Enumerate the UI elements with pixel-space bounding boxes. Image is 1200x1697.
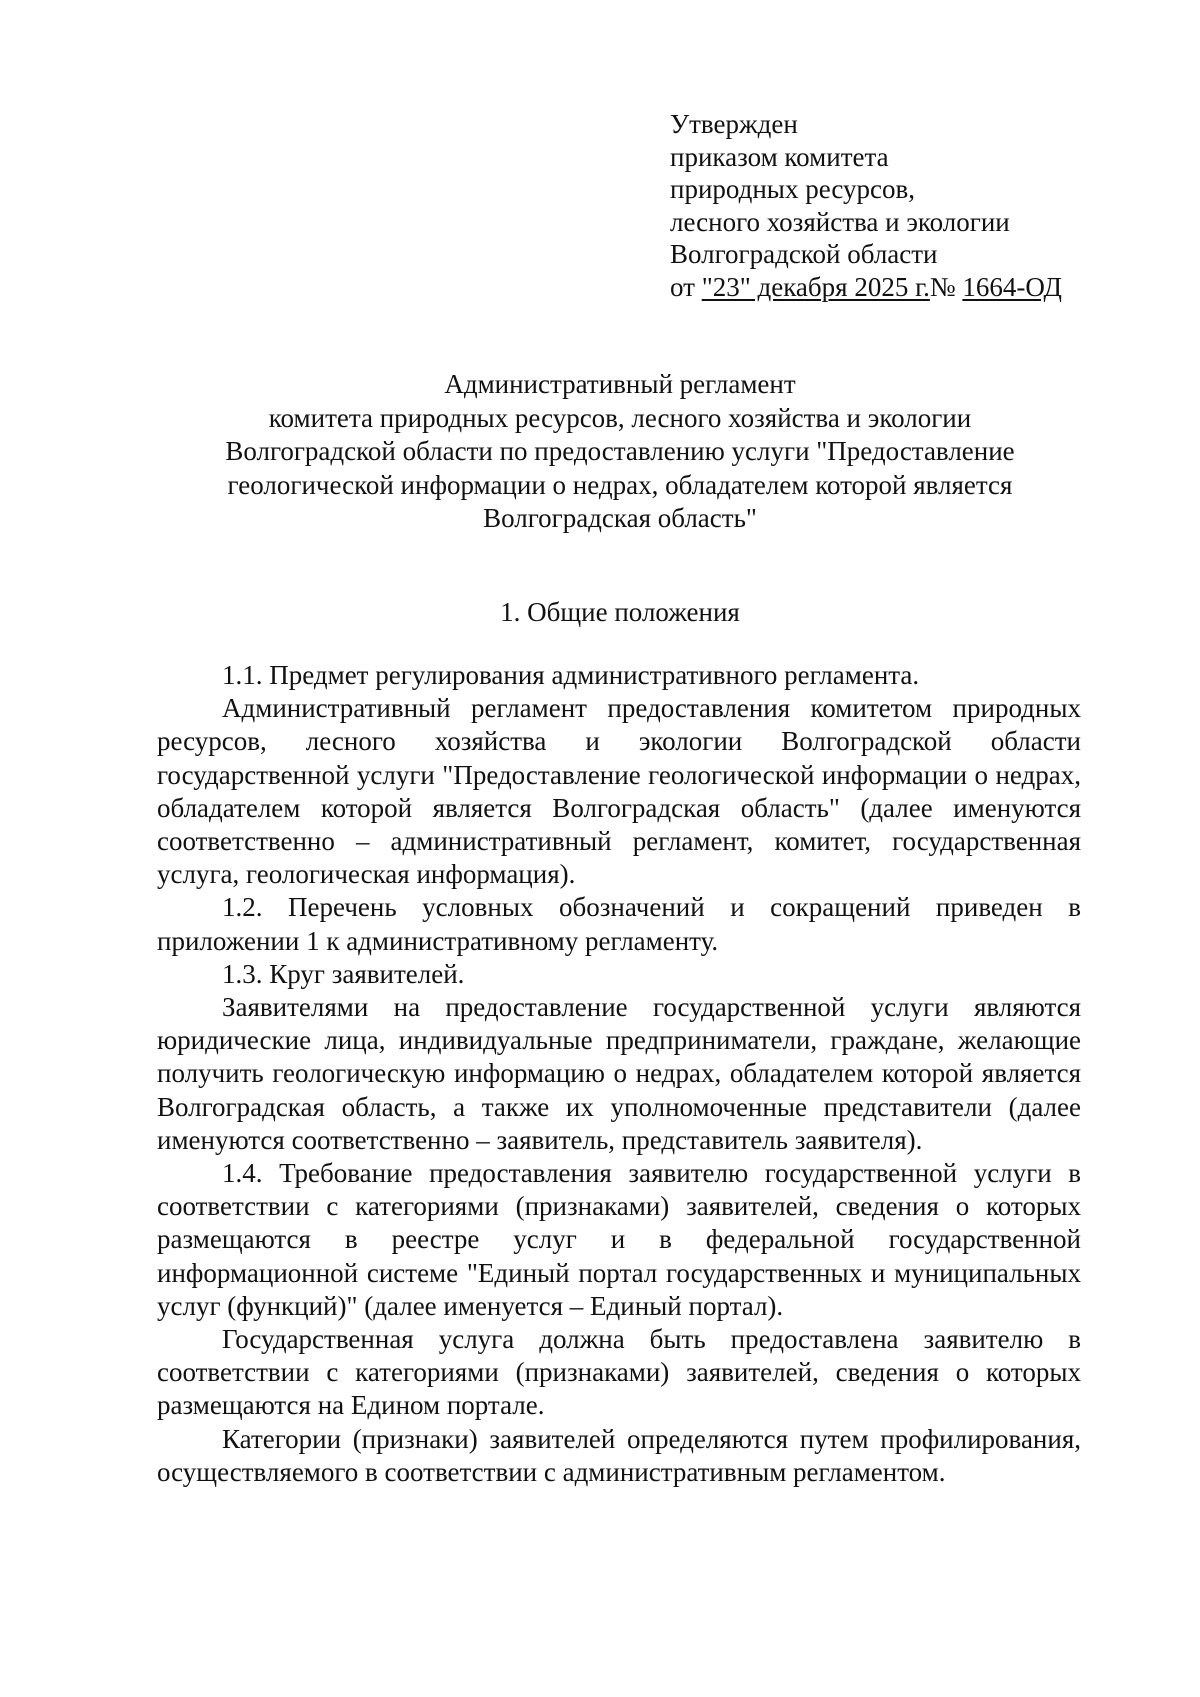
paragraph-1-4-body: Государственная услуга должна быть предоставлена заявителю в соответствии с категориями (признаками) заявителей, сведения о которых размещаются на Едином портале. bbox=[157, 1324, 1081, 1421]
paragraph-1-4-categories: Категории (признаки) заявителей определяются путем профилирования, осуществляемого в соответствии с административным регламентом. bbox=[157, 1423, 1081, 1487]
approval-line: лесного хозяйства и экологии bbox=[670, 206, 1010, 237]
title-line: геологической информации о недрах, обладателем которой является bbox=[227, 469, 1013, 500]
paragraph-1-1: 1.1. Предмет регулирования административного регламента. bbox=[222, 660, 920, 690]
approval-line: приказом комитета bbox=[670, 141, 889, 172]
paragraph-1-4: 1.4. Требование предоставления заявителю государственной услуги в соответствии с категориями (признаками) заявителей, сведения о которых размещаются в реестре услуг и в федеральной государственной информационной системе "Единый портал государственных и муниципальных услуг (функций)" (далее именуется – Единый портал). bbox=[157, 1158, 1081, 1321]
approval-line: Утвержден bbox=[670, 109, 798, 139]
approval-date: "23" декабря 2025 г. bbox=[701, 271, 930, 302]
approval-line: Волгоградской области bbox=[670, 239, 938, 269]
approval-number: 1664-ОД bbox=[962, 271, 1062, 302]
approval-date-line bbox=[670, 271, 1130, 304]
approval-line: природных ресурсов, bbox=[670, 174, 915, 204]
title-line: комитета природных ресурсов, лесного хозяйства и экологии bbox=[268, 402, 972, 433]
body-text bbox=[157, 659, 1081, 1489]
document-title bbox=[130, 368, 1110, 536]
approval-stamp-block bbox=[670, 108, 1130, 303]
title-line: Административный регламент bbox=[444, 369, 796, 399]
paragraph-1-3-body: Заявителями на предоставление государственной услуги являются юридические лица, индивидуальные предприниматели, граждане, желающие получить геологическую информацию о недрах, обладателем которой является Волгоградская область, а также их уполномоченные представители (далее именуются соответственно – заявитель, представитель заявителя). bbox=[157, 992, 1081, 1155]
paragraph-1-1-body: Административный регламент предоставления комитетом природных ресурсов, лесного хозяйства и экологии Волгоградской области государственной услуги "Предоставление геологической информации о недрах, обладателем которой является Волгоградская область" (далее именуются соответственно – административный регламент, комитет, государственная услуга, геологическая информация). bbox=[157, 693, 1081, 890]
paragraph-1-2: 1.2. Перечень условных обозначений и сокращений приведен в приложении 1 к административному регламенту. bbox=[157, 892, 1081, 956]
approval-date-prefix: от bbox=[670, 271, 702, 302]
approval-number-sign: № bbox=[929, 271, 963, 302]
section-heading: 1. Общие положения bbox=[500, 597, 740, 627]
paragraph-1-3: 1.3. Круг заявителей. bbox=[222, 958, 465, 989]
title-line: Волгоградской области по предоставлению услуги "Предоставление bbox=[225, 436, 1015, 466]
title-line: Волгоградская область" bbox=[483, 503, 757, 533]
